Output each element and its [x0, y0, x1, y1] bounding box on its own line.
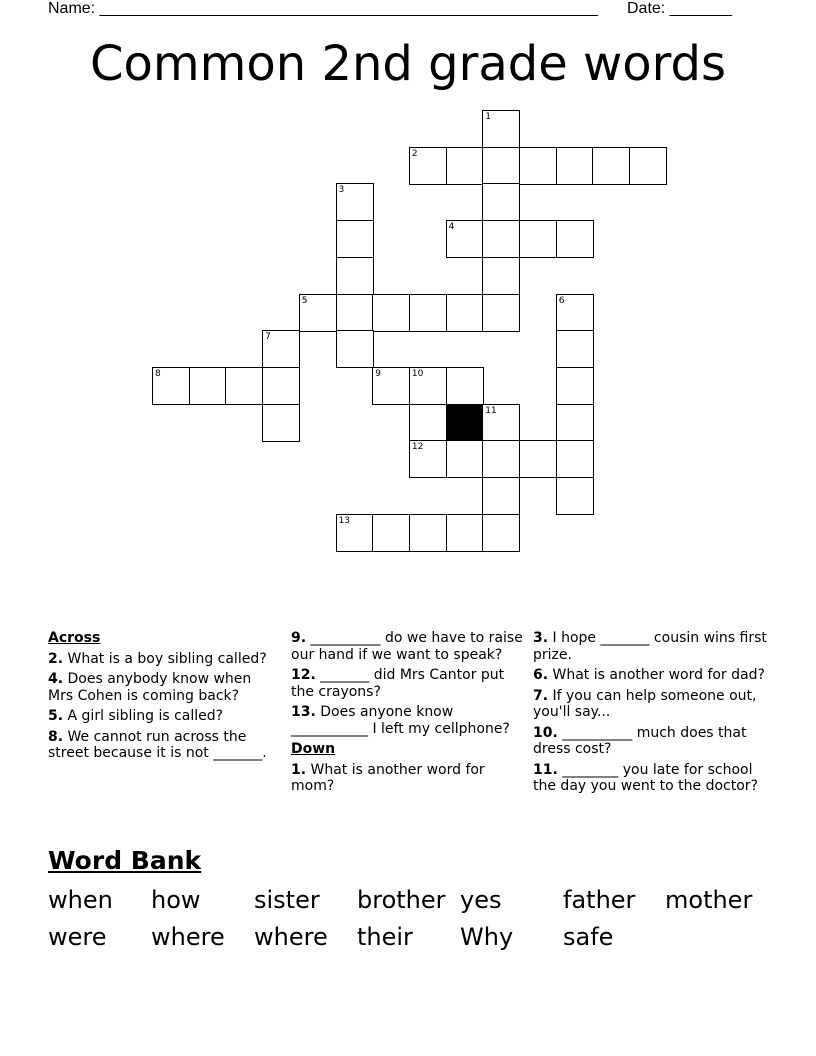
crossword-cell[interactable]	[482, 514, 520, 552]
clue-item	[48, 651, 270, 668]
crossword-cell[interactable]	[446, 440, 484, 478]
clue-item	[48, 729, 270, 762]
word-bank-word: their	[357, 923, 413, 951]
cell-number: 1	[485, 112, 492, 122]
word-bank-title: Word Bank	[48, 846, 202, 875]
crossword-cell[interactable]	[482, 404, 520, 442]
clue-text: What is another word for dad?	[548, 667, 765, 683]
word-bank-word: where	[254, 923, 328, 951]
clue-item	[291, 704, 527, 737]
cell-number: 6	[558, 295, 565, 306]
crossword-cell[interactable]	[556, 440, 594, 478]
clue-number: 1.	[291, 761, 307, 778]
crossword-cell[interactable]	[519, 220, 557, 258]
crossword-cell[interactable]	[519, 440, 557, 478]
crossword-cell[interactable]	[262, 330, 300, 368]
word-bank-word: when	[48, 886, 113, 914]
crossword-cell[interactable]	[336, 220, 374, 258]
clue-text: A girl sibling is called?	[63, 708, 224, 724]
crossword-cell[interactable]	[409, 147, 447, 185]
down-heading: Down	[291, 741, 336, 757]
crossword-cell[interactable]	[152, 367, 190, 405]
crossword-cell[interactable]	[372, 367, 410, 405]
crossword-cell[interactable]	[482, 147, 520, 185]
clue-text: I hope _______ cousin wins first prize.	[533, 630, 767, 663]
cell-number: 9	[375, 368, 381, 379]
crossword-cell[interactable]	[446, 220, 484, 258]
word-bank-word: mother	[665, 886, 753, 914]
clue-column-2	[291, 630, 527, 799]
clue-number: 2.	[48, 650, 64, 667]
crossword-cell[interactable]	[556, 220, 594, 258]
clue-item	[48, 708, 270, 725]
word-bank-word: safe	[563, 923, 614, 951]
crossword-cell[interactable]	[372, 514, 410, 552]
crossword-cell[interactable]	[446, 367, 484, 405]
clue-text: _______ did Mrs Cantor put the crayons?	[291, 667, 505, 700]
crossword-cell[interactable]	[446, 514, 484, 552]
clue-item	[533, 725, 769, 758]
crossword-cell[interactable]	[446, 294, 484, 332]
cell-number: 3	[338, 185, 345, 196]
crossword-cell[interactable]	[556, 147, 594, 185]
crossword-cell[interactable]	[336, 294, 374, 332]
cell-number: 12	[411, 442, 424, 453]
cell-number: 7	[265, 332, 271, 343]
crossword-cell[interactable]	[482, 110, 520, 148]
word-bank-word: yes	[460, 886, 502, 914]
crossword-cell[interactable]	[225, 367, 263, 405]
clue-text: __________ do we have to raise our hand if we want to speak?	[291, 630, 523, 663]
crossword-cell[interactable]	[446, 147, 484, 185]
clue-number: 6.	[533, 667, 549, 683]
clue-number: 13.	[291, 704, 316, 720]
clue-number: 7.	[533, 687, 549, 704]
crossword-cell[interactable]	[409, 294, 447, 332]
clue-number: 8.	[48, 728, 64, 745]
cell-number: 2	[411, 148, 418, 159]
word-bank-word: how	[151, 886, 201, 914]
clue-number: 10.	[533, 724, 558, 741]
clue-text: We cannot run across the street because it is not _______.	[48, 728, 267, 761]
clue-number: 11.	[533, 761, 558, 778]
crossword-cell[interactable]	[372, 294, 410, 332]
clue-text: Does anyone know ___________ I left my cellphone?	[291, 704, 510, 737]
clue-text: ________ you late for school the day you went to the doctor?	[533, 761, 758, 794]
clue-column-3	[533, 630, 769, 799]
clue-number: 4.	[48, 671, 64, 687]
clue-column-1	[48, 630, 270, 766]
word-bank-word: Why	[460, 923, 514, 951]
clue-number: 5.	[48, 708, 64, 724]
crossword-cell[interactable]	[556, 477, 594, 515]
crossword-cell[interactable]	[409, 440, 447, 478]
crossword-cell[interactable]	[556, 367, 594, 405]
cell-number: 10	[411, 368, 424, 379]
crossword-cell[interactable]	[482, 183, 520, 221]
clue-item	[533, 762, 769, 795]
clue-item	[291, 630, 527, 663]
clue-text: If you can help someone out, you'll say...	[533, 687, 757, 720]
crossword-cell[interactable]	[482, 294, 520, 332]
clue-text: What is a boy sibling called?	[63, 650, 267, 667]
clue-item	[291, 667, 527, 700]
word-bank-word: where	[151, 923, 225, 951]
word-bank-word: were	[48, 923, 107, 951]
crossword-cell[interactable]	[556, 294, 594, 332]
clue-number: 12.	[291, 667, 316, 683]
crossword-cell[interactable]	[262, 404, 300, 442]
cell-number: 8	[155, 368, 161, 379]
crossword-cell[interactable]	[556, 330, 594, 368]
crossword-cell[interactable]	[482, 477, 520, 515]
cell-number: 4	[448, 222, 455, 233]
clue-item	[48, 671, 270, 704]
crossword-cell[interactable]	[336, 257, 374, 295]
clue-item	[291, 762, 527, 795]
clue-item	[533, 630, 769, 663]
clue-text: Does anybody know when Mrs Cohen is coming back?	[48, 671, 252, 704]
name-field-label: Name: ________________________________________________________	[48, 0, 598, 17]
word-bank-word: father	[563, 886, 636, 914]
crossword-cell[interactable]	[482, 220, 520, 258]
crossword-cell[interactable]	[336, 330, 374, 368]
clue-text: __________ much does that dress cost?	[533, 724, 747, 757]
crossword-cell[interactable]	[189, 367, 227, 405]
cell-number: 13	[338, 515, 350, 526]
black-cell	[446, 404, 484, 442]
crossword-cell[interactable]	[629, 147, 667, 185]
page-title: Common 2nd grade words	[90, 36, 726, 92]
clue-item	[533, 688, 769, 721]
date-field-label: Date: _______	[627, 0, 732, 17]
clue-text: What is another word for mom?	[291, 761, 485, 794]
clue-item	[533, 667, 769, 684]
clue-number: 3.	[533, 630, 549, 646]
crossword-cell[interactable]	[336, 514, 374, 552]
crossword-cell[interactable]	[299, 294, 337, 332]
word-bank-word: sister	[254, 886, 320, 914]
crossword-cell[interactable]	[556, 404, 594, 442]
crossword-cell[interactable]	[592, 147, 630, 185]
crossword-cell[interactable]	[409, 367, 447, 405]
cell-number: 5	[301, 295, 308, 306]
crossword-cell[interactable]	[482, 257, 520, 295]
clue-number: 9.	[291, 630, 307, 646]
crossword-cell[interactable]	[336, 183, 374, 221]
crossword-cell[interactable]	[409, 404, 447, 442]
word-bank-word: brother	[357, 886, 446, 914]
cell-number: 11	[485, 405, 497, 416]
crossword-cell[interactable]	[262, 367, 300, 405]
crossword-cell[interactable]	[409, 514, 447, 552]
crossword-cell[interactable]	[482, 440, 520, 478]
crossword-cell[interactable]	[519, 147, 557, 185]
across-heading: Across	[48, 630, 101, 646]
